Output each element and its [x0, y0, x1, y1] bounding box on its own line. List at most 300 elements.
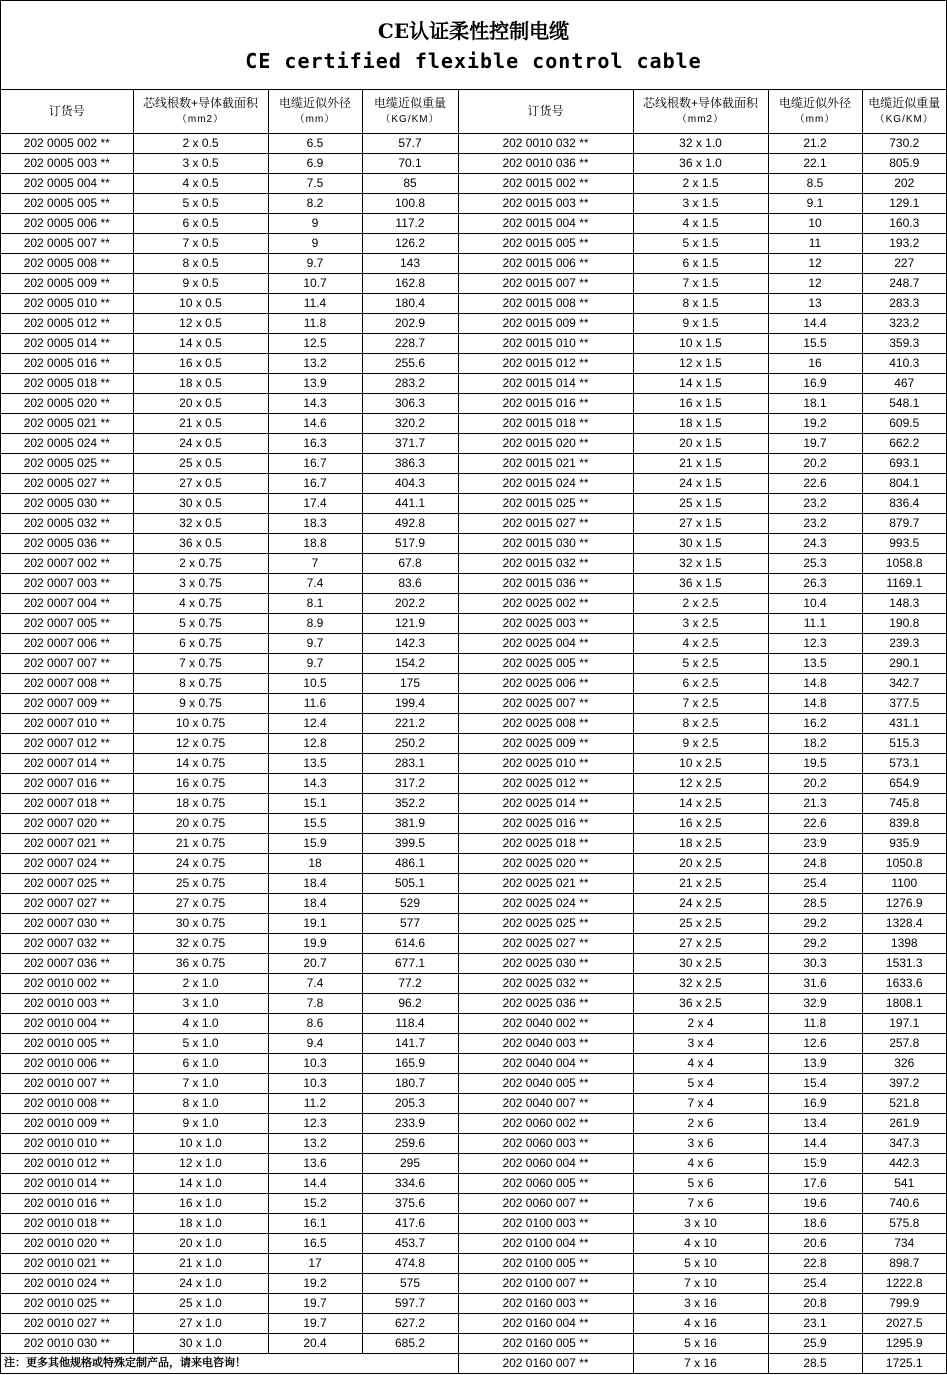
- cell-order-no: 202 0005 006 **: [1, 214, 133, 234]
- header-diameter: 电缆近似外径 （mm）: [268, 90, 362, 134]
- cell-cores: 27 x 0.5: [133, 474, 268, 494]
- cell-diameter: 18.4: [268, 894, 362, 914]
- cell-weight: 441.1: [362, 494, 458, 514]
- cell-weight: 199.4: [362, 694, 458, 714]
- cell-diameter: 11.2: [268, 1094, 362, 1114]
- cell-weight: 205.3: [362, 1094, 458, 1114]
- cell-weight: 609.5: [862, 414, 946, 434]
- cell-diameter: 16.5: [268, 1234, 362, 1254]
- table-row: [1, 1114, 946, 1134]
- cell-cores: 27 x 2.5: [633, 934, 768, 954]
- cell-diameter: 12.3: [768, 634, 862, 654]
- cell-order-no: 202 0160 003 **: [458, 1294, 633, 1314]
- cell-cores: 4 x 0.75: [133, 594, 268, 614]
- cell-cores: 4 x 1.0: [133, 1014, 268, 1034]
- cell-order-no: 202 0025 027 **: [458, 934, 633, 954]
- table-row: [1, 214, 946, 234]
- cell-cores: 3 x 4: [633, 1034, 768, 1054]
- cell-order-no: 202 0015 004 **: [458, 214, 633, 234]
- cell-diameter: 18.4: [268, 874, 362, 894]
- cell-diameter: 16.1: [268, 1214, 362, 1234]
- cell-weight: 745.8: [862, 794, 946, 814]
- cell-weight: 734: [862, 1234, 946, 1254]
- header-cores: 芯线根数+导体截面积 （mm2）: [633, 90, 768, 134]
- cell-cores: 24 x 2.5: [633, 894, 768, 914]
- cell-diameter: 12: [768, 274, 862, 294]
- cell-weight: 347.3: [862, 1134, 946, 1154]
- cell-diameter: 20.8: [768, 1294, 862, 1314]
- cell-cores: 36 x 0.5: [133, 534, 268, 554]
- cell-weight: 575: [362, 1274, 458, 1294]
- cell-diameter: 16.2: [768, 714, 862, 734]
- cell-diameter: 23.2: [768, 494, 862, 514]
- cell-order-no: 202 0040 007 **: [458, 1094, 633, 1114]
- cell-cores: 5 x 1.5: [633, 234, 768, 254]
- table-row: [1, 1234, 946, 1254]
- cell-order-no: 202 0015 036 **: [458, 574, 633, 594]
- cell-diameter: 18: [268, 854, 362, 874]
- cell-weight: 993.5: [862, 534, 946, 554]
- cell-order-no: 202 0010 032 **: [458, 134, 633, 154]
- table-row: [1, 994, 946, 1014]
- cell-cores: 7 x 16: [633, 1354, 768, 1374]
- page-title-chinese: CE认证柔性控制电缆: [377, 19, 570, 43]
- table-row: [1, 1214, 946, 1234]
- cell-weight: 517.9: [362, 534, 458, 554]
- cell-order-no: 202 0005 032 **: [1, 514, 133, 534]
- table-row: [1, 434, 946, 454]
- cell-order-no: 202 0007 027 **: [1, 894, 133, 914]
- cell-order-no: 202 0007 030 **: [1, 914, 133, 934]
- table-row: [1, 1134, 946, 1154]
- cell-order-no: 202 0015 012 **: [458, 354, 633, 374]
- cell-diameter: 8.5: [768, 174, 862, 194]
- cell-order-no: 202 0160 007 **: [458, 1354, 633, 1374]
- cell-diameter: 6.9: [268, 154, 362, 174]
- cell-diameter: 32.9: [768, 994, 862, 1014]
- cell-order-no: 202 0010 004 **: [1, 1014, 133, 1034]
- cell-diameter: 8.6: [268, 1014, 362, 1034]
- table-row: [1, 714, 946, 734]
- cell-order-no: 202 0040 002 **: [458, 1014, 633, 1034]
- cell-diameter: 19.7: [768, 434, 862, 454]
- cell-weight: 879.7: [862, 514, 946, 534]
- cell-cores: 36 x 0.75: [133, 954, 268, 974]
- cell-order-no: 202 0040 004 **: [458, 1054, 633, 1074]
- cell-diameter: 18.6: [768, 1214, 862, 1234]
- cell-order-no: 202 0015 008 **: [458, 294, 633, 314]
- cell-order-no: 202 0005 005 **: [1, 194, 133, 214]
- cell-weight: 740.6: [862, 1194, 946, 1214]
- cell-order-no: 202 0015 010 **: [458, 334, 633, 354]
- cell-weight: 228.7: [362, 334, 458, 354]
- cell-order-no: 202 0005 024 **: [1, 434, 133, 454]
- cell-order-no: 202 0025 012 **: [458, 774, 633, 794]
- cell-diameter: 28.5: [768, 894, 862, 914]
- cell-diameter: 13: [768, 294, 862, 314]
- cell-diameter: 12: [768, 254, 862, 274]
- cell-cores: 2 x 6: [633, 1114, 768, 1134]
- cell-cores: 30 x 1.5: [633, 534, 768, 554]
- cell-cores: 14 x 0.75: [133, 754, 268, 774]
- cell-weight: 397.2: [862, 1074, 946, 1094]
- cell-weight: 57.7: [362, 134, 458, 154]
- cell-cores: 2 x 0.75: [133, 554, 268, 574]
- table-row: [1, 234, 946, 254]
- cell-weight: 597.7: [362, 1294, 458, 1314]
- cell-order-no: 202 0015 002 **: [458, 174, 633, 194]
- cell-order-no: 202 0007 004 **: [1, 594, 133, 614]
- cell-weight: 100.8: [362, 194, 458, 214]
- table-row: [1, 1074, 946, 1094]
- cell-weight: 799.9: [862, 1294, 946, 1314]
- cell-weight: 654.9: [862, 774, 946, 794]
- cell-diameter: 19.9: [268, 934, 362, 954]
- cell-weight: 121.9: [362, 614, 458, 634]
- cell-order-no: 202 0010 002 **: [1, 974, 133, 994]
- cell-order-no: 202 0007 036 **: [1, 954, 133, 974]
- cell-weight: 334.6: [362, 1174, 458, 1194]
- cell-order-no: 202 0007 009 **: [1, 694, 133, 714]
- cell-cores: 24 x 1.0: [133, 1274, 268, 1294]
- table-row: [1, 294, 946, 314]
- cell-order-no: 202 0010 007 **: [1, 1074, 133, 1094]
- cell-cores: 4 x 4: [633, 1054, 768, 1074]
- cell-order-no: 202 0100 007 **: [458, 1274, 633, 1294]
- cell-order-no: 202 0025 008 **: [458, 714, 633, 734]
- cell-diameter: 19.7: [268, 1314, 362, 1334]
- table-row: [1, 194, 946, 214]
- cell-weight: 342.7: [862, 674, 946, 694]
- cell-order-no: 202 0010 030 **: [1, 1334, 133, 1354]
- cell-cores: 3 x 1.0: [133, 994, 268, 1014]
- cell-order-no: 202 0005 002 **: [1, 134, 133, 154]
- cell-order-no: 202 0025 009 **: [458, 734, 633, 754]
- cell-diameter: 10.3: [268, 1074, 362, 1094]
- cell-cores: 18 x 2.5: [633, 834, 768, 854]
- cell-weight: 352.2: [362, 794, 458, 814]
- cell-order-no: 202 0060 005 **: [458, 1174, 633, 1194]
- cell-cores: 7 x 0.5: [133, 234, 268, 254]
- cell-weight: 1222.8: [862, 1274, 946, 1294]
- cell-order-no: 202 0010 008 **: [1, 1094, 133, 1114]
- cell-weight: 693.1: [862, 454, 946, 474]
- cell-cores: 10 x 1.0: [133, 1134, 268, 1154]
- cell-weight: 141.7: [362, 1034, 458, 1054]
- cell-weight: 283.1: [362, 754, 458, 774]
- cell-cores: 25 x 1.5: [633, 494, 768, 514]
- cell-order-no: 202 0007 016 **: [1, 774, 133, 794]
- cell-weight: 371.7: [362, 434, 458, 454]
- cell-cores: 14 x 1.5: [633, 374, 768, 394]
- cell-weight: 326: [862, 1054, 946, 1074]
- cell-cores: 6 x 0.75: [133, 634, 268, 654]
- cell-order-no: 202 0040 005 **: [458, 1074, 633, 1094]
- cell-weight: 160.3: [862, 214, 946, 234]
- cell-cores: 24 x 0.75: [133, 854, 268, 874]
- cell-cores: 6 x 2.5: [633, 674, 768, 694]
- table-row: [1, 974, 946, 994]
- cell-cores: 20 x 0.5: [133, 394, 268, 414]
- cell-cores: 30 x 1.0: [133, 1334, 268, 1354]
- cell-cores: 7 x 2.5: [633, 694, 768, 714]
- cell-diameter: 16.9: [768, 374, 862, 394]
- header-row: [1, 90, 946, 134]
- cell-cores: 5 x 4: [633, 1074, 768, 1094]
- table-row: [1, 1154, 946, 1174]
- cell-diameter: 30.3: [768, 954, 862, 974]
- cell-order-no: 202 0025 016 **: [458, 814, 633, 834]
- cell-order-no: 202 0005 025 **: [1, 454, 133, 474]
- cell-order-no: 202 0007 021 **: [1, 834, 133, 854]
- cell-diameter: 9.1: [768, 194, 862, 214]
- cell-diameter: 19.1: [268, 914, 362, 934]
- table-row: [1, 314, 946, 334]
- cell-diameter: 20.2: [768, 454, 862, 474]
- cell-cores: 12 x 1.5: [633, 354, 768, 374]
- cell-diameter: 22.6: [768, 474, 862, 494]
- cell-order-no: 202 0005 004 **: [1, 174, 133, 194]
- header-weight: 电缆近似重量 （KG/KM）: [862, 90, 946, 134]
- cell-weight: 805.9: [862, 154, 946, 174]
- cell-order-no: 202 0007 025 **: [1, 874, 133, 894]
- cell-weight: 404.3: [362, 474, 458, 494]
- cell-diameter: 15.1: [268, 794, 362, 814]
- cell-diameter: 11.8: [268, 314, 362, 334]
- cell-weight: 180.4: [362, 294, 458, 314]
- cell-cores: 21 x 1.0: [133, 1254, 268, 1274]
- cell-order-no: 202 0007 012 **: [1, 734, 133, 754]
- cell-order-no: 202 0025 020 **: [458, 854, 633, 874]
- cell-weight: 118.4: [362, 1014, 458, 1034]
- cell-diameter: 23.1: [768, 1314, 862, 1334]
- cell-diameter: 18.1: [768, 394, 862, 414]
- cell-order-no: 202 0025 004 **: [458, 634, 633, 654]
- cell-weight: 935.9: [862, 834, 946, 854]
- cell-cores: 30 x 2.5: [633, 954, 768, 974]
- cell-weight: 259.6: [362, 1134, 458, 1154]
- cell-order-no: 202 0015 003 **: [458, 194, 633, 214]
- table-row: [1, 594, 946, 614]
- cell-cores: 8 x 1.0: [133, 1094, 268, 1114]
- cell-diameter: 9: [268, 214, 362, 234]
- cell-cores: 32 x 1.5: [633, 554, 768, 574]
- cell-order-no: 202 0005 027 **: [1, 474, 133, 494]
- table-row: [1, 854, 946, 874]
- table-row: [1, 614, 946, 634]
- cell-diameter: 15.4: [768, 1074, 862, 1094]
- cell-diameter: 20.7: [268, 954, 362, 974]
- cell-cores: 18 x 1.0: [133, 1214, 268, 1234]
- table-row: [1, 454, 946, 474]
- cell-weight: 898.7: [862, 1254, 946, 1274]
- cell-cores: 2 x 2.5: [633, 594, 768, 614]
- cell-cores: 3 x 16: [633, 1294, 768, 1314]
- cell-cores: 2 x 1.5: [633, 174, 768, 194]
- cell-weight: 143: [362, 254, 458, 274]
- cell-cores: 32 x 0.75: [133, 934, 268, 954]
- cell-cores: 6 x 1.5: [633, 254, 768, 274]
- cell-weight: 521.8: [862, 1094, 946, 1114]
- cell-order-no: 202 0015 016 **: [458, 394, 633, 414]
- cell-diameter: 13.2: [268, 1134, 362, 1154]
- cell-weight: 1398: [862, 934, 946, 954]
- cell-order-no: 202 0060 004 **: [458, 1154, 633, 1174]
- cell-cores: 18 x 0.75: [133, 794, 268, 814]
- table-row: [1, 1314, 946, 1334]
- cell-cores: 2 x 0.5: [133, 134, 268, 154]
- cell-diameter: 19.5: [768, 754, 862, 774]
- cell-weight: 515.3: [862, 734, 946, 754]
- cell-weight: 1295.9: [862, 1334, 946, 1354]
- cell-diameter: 10.3: [268, 1054, 362, 1074]
- cell-weight: 662.2: [862, 434, 946, 454]
- cell-cores: 10 x 1.5: [633, 334, 768, 354]
- cell-order-no: 202 0025 007 **: [458, 694, 633, 714]
- cell-order-no: 202 0160 004 **: [458, 1314, 633, 1334]
- cell-diameter: 16: [768, 354, 862, 374]
- cell-order-no: 202 0025 025 **: [458, 914, 633, 934]
- cell-weight: 1725.1: [862, 1354, 946, 1374]
- cell-cores: 27 x 0.75: [133, 894, 268, 914]
- cell-diameter: 10.4: [768, 594, 862, 614]
- cell-cores: 3 x 2.5: [633, 614, 768, 634]
- cell-diameter: 19.2: [768, 414, 862, 434]
- cell-cores: 36 x 1.0: [633, 154, 768, 174]
- cell-weight: 227: [862, 254, 946, 274]
- cell-cores: 21 x 0.5: [133, 414, 268, 434]
- table-row: [1, 734, 946, 754]
- cell-diameter: 10.5: [268, 674, 362, 694]
- cell-diameter: 16.7: [268, 474, 362, 494]
- cell-diameter: 11.8: [768, 1014, 862, 1034]
- cell-cores: 18 x 0.5: [133, 374, 268, 394]
- cell-diameter: 21.2: [768, 134, 862, 154]
- cell-diameter: 16.9: [768, 1094, 862, 1114]
- cell-order-no: 202 0010 014 **: [1, 1174, 133, 1194]
- title-block: [1, 0, 946, 90]
- table-row: [1, 534, 946, 554]
- cell-order-no: 202 0015 024 **: [458, 474, 633, 494]
- cell-diameter: 21.3: [768, 794, 862, 814]
- header-weight: 电缆近似重量 （KG/KM）: [362, 90, 458, 134]
- cell-order-no: 202 0007 003 **: [1, 574, 133, 594]
- cell-order-no: 202 0015 032 **: [458, 554, 633, 574]
- cell-weight: 306.3: [362, 394, 458, 414]
- cell-weight: 233.9: [362, 1114, 458, 1134]
- cell-order-no: 202 0010 021 **: [1, 1254, 133, 1274]
- cell-diameter: 9.7: [268, 254, 362, 274]
- cell-cores: 12 x 0.5: [133, 314, 268, 334]
- cell-cores: 18 x 1.5: [633, 414, 768, 434]
- cell-diameter: 22.6: [768, 814, 862, 834]
- cell-cores: 20 x 0.75: [133, 814, 268, 834]
- cell-weight: 202.2: [362, 594, 458, 614]
- cell-diameter: 17.4: [268, 494, 362, 514]
- header-order-no: 订货号: [458, 90, 633, 134]
- cell-order-no: 202 0010 024 **: [1, 1274, 133, 1294]
- cell-weight: 442.3: [862, 1154, 946, 1174]
- cell-diameter: 8.2: [268, 194, 362, 214]
- cell-order-no: 202 0025 003 **: [458, 614, 633, 634]
- cell-weight: 453.7: [362, 1234, 458, 1254]
- cell-order-no: 202 0015 006 **: [458, 254, 633, 274]
- cell-cores: 5 x 6: [633, 1174, 768, 1194]
- cell-cores: 7 x 1.5: [633, 274, 768, 294]
- table-row: [1, 754, 946, 774]
- cell-diameter: 17: [268, 1254, 362, 1274]
- page-title-english: CE certified flexible control cable: [245, 49, 702, 73]
- cell-weight: 117.2: [362, 214, 458, 234]
- cell-order-no: 202 0025 014 **: [458, 794, 633, 814]
- cell-weight: 804.1: [862, 474, 946, 494]
- cell-weight: 175: [362, 674, 458, 694]
- cell-weight: 154.2: [362, 654, 458, 674]
- cell-weight: 290.1: [862, 654, 946, 674]
- cell-order-no: 202 0015 030 **: [458, 534, 633, 554]
- cell-order-no: 202 0025 018 **: [458, 834, 633, 854]
- cell-cores: 4 x 0.5: [133, 174, 268, 194]
- cell-cores: 8 x 0.75: [133, 674, 268, 694]
- cell-order-no: 202 0025 036 **: [458, 994, 633, 1014]
- cell-weight: 320.2: [362, 414, 458, 434]
- cell-diameter: 25.4: [768, 874, 862, 894]
- cell-diameter: 14.8: [768, 694, 862, 714]
- cell-weight: 627.2: [362, 1314, 458, 1334]
- table-row: [1, 134, 946, 154]
- cell-cores: 14 x 1.0: [133, 1174, 268, 1194]
- cell-order-no: 202 0005 014 **: [1, 334, 133, 354]
- cell-cores: 6 x 0.5: [133, 214, 268, 234]
- table-row: [1, 154, 946, 174]
- cell-order-no: 202 0100 005 **: [458, 1254, 633, 1274]
- cell-cores: 27 x 1.5: [633, 514, 768, 534]
- table-row: [1, 1174, 946, 1194]
- cell-weight: 317.2: [362, 774, 458, 794]
- cell-diameter: 14.6: [268, 414, 362, 434]
- cell-order-no: 202 0060 003 **: [458, 1134, 633, 1154]
- table-row: [1, 574, 946, 594]
- cell-order-no: 202 0010 036 **: [458, 154, 633, 174]
- cell-weight: 2027.5: [862, 1314, 946, 1334]
- cell-weight: 283.2: [362, 374, 458, 394]
- cell-diameter: 14.4: [768, 1134, 862, 1154]
- cell-cores: 30 x 0.5: [133, 494, 268, 514]
- table-row: [1, 394, 946, 414]
- cell-cores: 8 x 1.5: [633, 294, 768, 314]
- cell-weight: 221.2: [362, 714, 458, 734]
- cell-order-no: 202 0010 010 **: [1, 1134, 133, 1154]
- cell-weight: 202.9: [362, 314, 458, 334]
- cell-diameter: 11.4: [268, 294, 362, 314]
- cell-order-no: 202 0005 008 **: [1, 254, 133, 274]
- cell-order-no: 202 0025 002 **: [458, 594, 633, 614]
- cell-weight: 375.6: [362, 1194, 458, 1214]
- cell-weight: 142.3: [362, 634, 458, 654]
- table-row: [1, 274, 946, 294]
- cell-weight: 548.1: [862, 394, 946, 414]
- cell-cores: 14 x 2.5: [633, 794, 768, 814]
- table-row: [1, 414, 946, 434]
- cell-weight: 377.5: [862, 694, 946, 714]
- table-row: [1, 894, 946, 914]
- cell-order-no: 202 0010 020 **: [1, 1234, 133, 1254]
- cell-diameter: 23.9: [768, 834, 862, 854]
- cell-order-no: 202 0005 012 **: [1, 314, 133, 334]
- cell-diameter: 15.9: [268, 834, 362, 854]
- cell-cores: 36 x 1.5: [633, 574, 768, 594]
- cell-order-no: 202 0015 005 **: [458, 234, 633, 254]
